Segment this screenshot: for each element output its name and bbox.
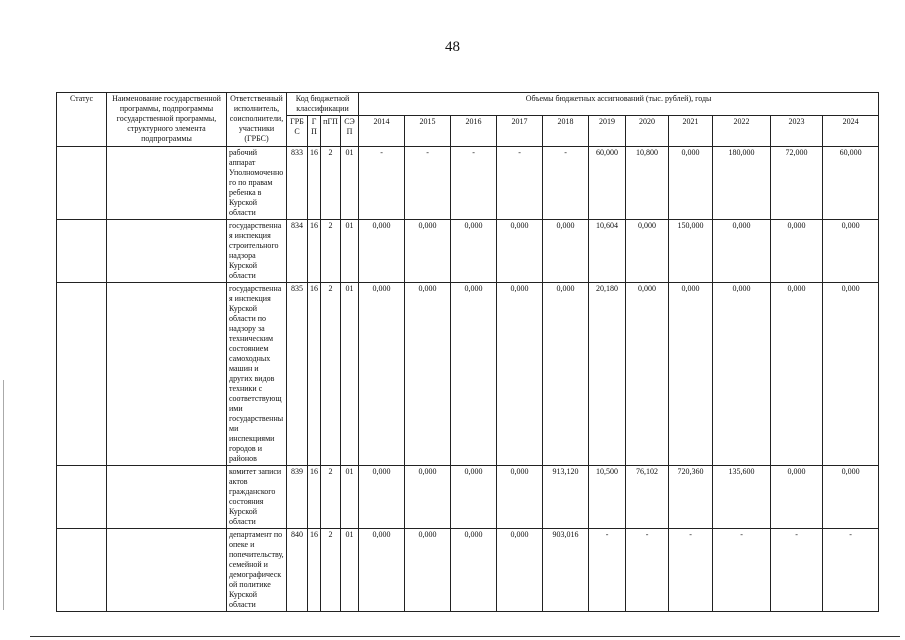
value-cell: - (626, 529, 669, 612)
value-cell: 0,000 (359, 466, 405, 529)
value-cell: 913,120 (543, 466, 589, 529)
value-cell: - (405, 147, 451, 220)
value-cell: 0,000 (823, 220, 879, 283)
value-cell: 0,000 (669, 283, 713, 466)
code-cell: 2 (321, 283, 341, 466)
value-cell: - (771, 529, 823, 612)
status-cell (57, 283, 107, 466)
header-year: 2023 (771, 116, 823, 147)
code-cell: 01 (341, 147, 359, 220)
value-cell: 150,000 (669, 220, 713, 283)
value-cell: 0,000 (771, 220, 823, 283)
status-cell (57, 466, 107, 529)
code-cell: 835 (287, 283, 308, 466)
status-cell (57, 220, 107, 283)
value-cell: 903,016 (543, 529, 589, 612)
code-cell: 16 (308, 529, 321, 612)
table-body (57, 147, 879, 612)
value-cell: 0,000 (771, 283, 823, 466)
value-cell: 135,600 (713, 466, 771, 529)
value-cell: 180,000 (713, 147, 771, 220)
code-cell: 16 (308, 147, 321, 220)
value-cell: 0,000 (823, 466, 879, 529)
header-year: 2017 (497, 116, 543, 147)
code-cell: 16 (308, 220, 321, 283)
value-cell: - (543, 147, 589, 220)
value-cell: 0,000 (451, 466, 497, 529)
name-cell (107, 147, 227, 220)
value-cell: - (669, 529, 713, 612)
value-cell: 0,000 (497, 283, 543, 466)
table-row (57, 283, 879, 466)
value-cell: 0,000 (543, 283, 589, 466)
scan-edge-mark (3, 380, 4, 610)
table-row (57, 220, 879, 283)
header-name: Наименование государственной программы, подпрограммы государственной программы, структурного элемента подпрограммы (107, 93, 227, 147)
executor-cell: государственная инспекция Курской области по надзору за техническим состоянием самоходных машин и других видов техники с соответствующими государственными инспекциями городов и районов (227, 283, 287, 466)
table-row (57, 147, 879, 220)
value-cell: - (589, 529, 626, 612)
header-executor: Ответственный исполнитель, соисполнители, участники (ГРБС) (227, 93, 287, 147)
code-cell: 2 (321, 529, 341, 612)
code-cell: 2 (321, 147, 341, 220)
value-cell: - (713, 529, 771, 612)
value-cell: 0,000 (359, 220, 405, 283)
value-cell: 0,000 (713, 283, 771, 466)
status-cell (57, 147, 107, 220)
page-bottom-edge (30, 636, 900, 637)
code-cell: 01 (341, 529, 359, 612)
value-cell: 60,000 (589, 147, 626, 220)
value-cell: 0,000 (405, 529, 451, 612)
header-code: Код бюджетной классификации (287, 93, 359, 116)
value-cell: 60,000 (823, 147, 879, 220)
name-cell (107, 220, 227, 283)
value-cell: 20,180 (589, 283, 626, 466)
header-year: 2020 (626, 116, 669, 147)
value-cell: 0,000 (626, 220, 669, 283)
header-year: 2022 (713, 116, 771, 147)
value-cell: - (451, 147, 497, 220)
header-code-col: пГП (321, 116, 341, 147)
budget-table-container (56, 92, 879, 612)
code-cell: 16 (308, 466, 321, 529)
value-cell: 0,000 (497, 466, 543, 529)
value-cell: - (359, 147, 405, 220)
header-year: 2018 (543, 116, 589, 147)
header-code-col: ГРБС (287, 116, 308, 147)
executor-cell: рабочий аппарат Уполномоченного по правам ребенка в Курской области (227, 147, 287, 220)
name-cell (107, 283, 227, 466)
value-cell: 76,102 (626, 466, 669, 529)
code-cell: 833 (287, 147, 308, 220)
value-cell: 0,000 (771, 466, 823, 529)
header-year: 2016 (451, 116, 497, 147)
value-cell: - (823, 529, 879, 612)
page-number: 48 (445, 39, 460, 55)
value-cell: 0,000 (497, 220, 543, 283)
value-cell: 0,000 (451, 220, 497, 283)
header-code-col: ГП (308, 116, 321, 147)
code-cell: 840 (287, 529, 308, 612)
header-status: Статус (57, 93, 107, 147)
executor-cell: департамент по опеке и попечительству, семейной и демографической политике Курской области (227, 529, 287, 612)
header-year: 2019 (589, 116, 626, 147)
code-cell: 2 (321, 220, 341, 283)
code-cell: 2 (321, 466, 341, 529)
value-cell: 0,000 (626, 283, 669, 466)
header-code-col: СЭП (341, 116, 359, 147)
executor-cell: комитет записи актов гражданского состояния Курской области (227, 466, 287, 529)
status-cell (57, 529, 107, 612)
table-row (57, 466, 879, 529)
budget-table (56, 92, 879, 612)
header-volumes: Объемы бюджетных ассигнований (тыс. рублей), годы (359, 93, 879, 116)
value-cell: 0,000 (713, 220, 771, 283)
name-cell (107, 529, 227, 612)
code-cell: 16 (308, 283, 321, 466)
code-cell: 01 (341, 466, 359, 529)
value-cell: 0,000 (451, 529, 497, 612)
code-cell: 839 (287, 466, 308, 529)
value-cell: 720,360 (669, 466, 713, 529)
value-cell: - (497, 147, 543, 220)
value-cell: 0,000 (823, 283, 879, 466)
value-cell: 0,000 (405, 220, 451, 283)
code-cell: 01 (341, 283, 359, 466)
table-row (57, 529, 879, 612)
code-cell: 834 (287, 220, 308, 283)
header-year: 2015 (405, 116, 451, 147)
value-cell: 0,000 (543, 220, 589, 283)
value-cell: 0,000 (405, 466, 451, 529)
value-cell: 0,000 (405, 283, 451, 466)
header-year: 2021 (669, 116, 713, 147)
header-year: 2024 (823, 116, 879, 147)
value-cell: 72,000 (771, 147, 823, 220)
value-cell: 10,800 (626, 147, 669, 220)
value-cell: 0,000 (669, 147, 713, 220)
name-cell (107, 466, 227, 529)
header-year: 2014 (359, 116, 405, 147)
executor-cell: государственная инспекция строительного надзора Курской области (227, 220, 287, 283)
value-cell: 0,000 (359, 283, 405, 466)
code-cell: 01 (341, 220, 359, 283)
value-cell: 0,000 (359, 529, 405, 612)
value-cell: 0,000 (497, 529, 543, 612)
value-cell: 10,604 (589, 220, 626, 283)
value-cell: 0,000 (451, 283, 497, 466)
value-cell: 10,500 (589, 466, 626, 529)
